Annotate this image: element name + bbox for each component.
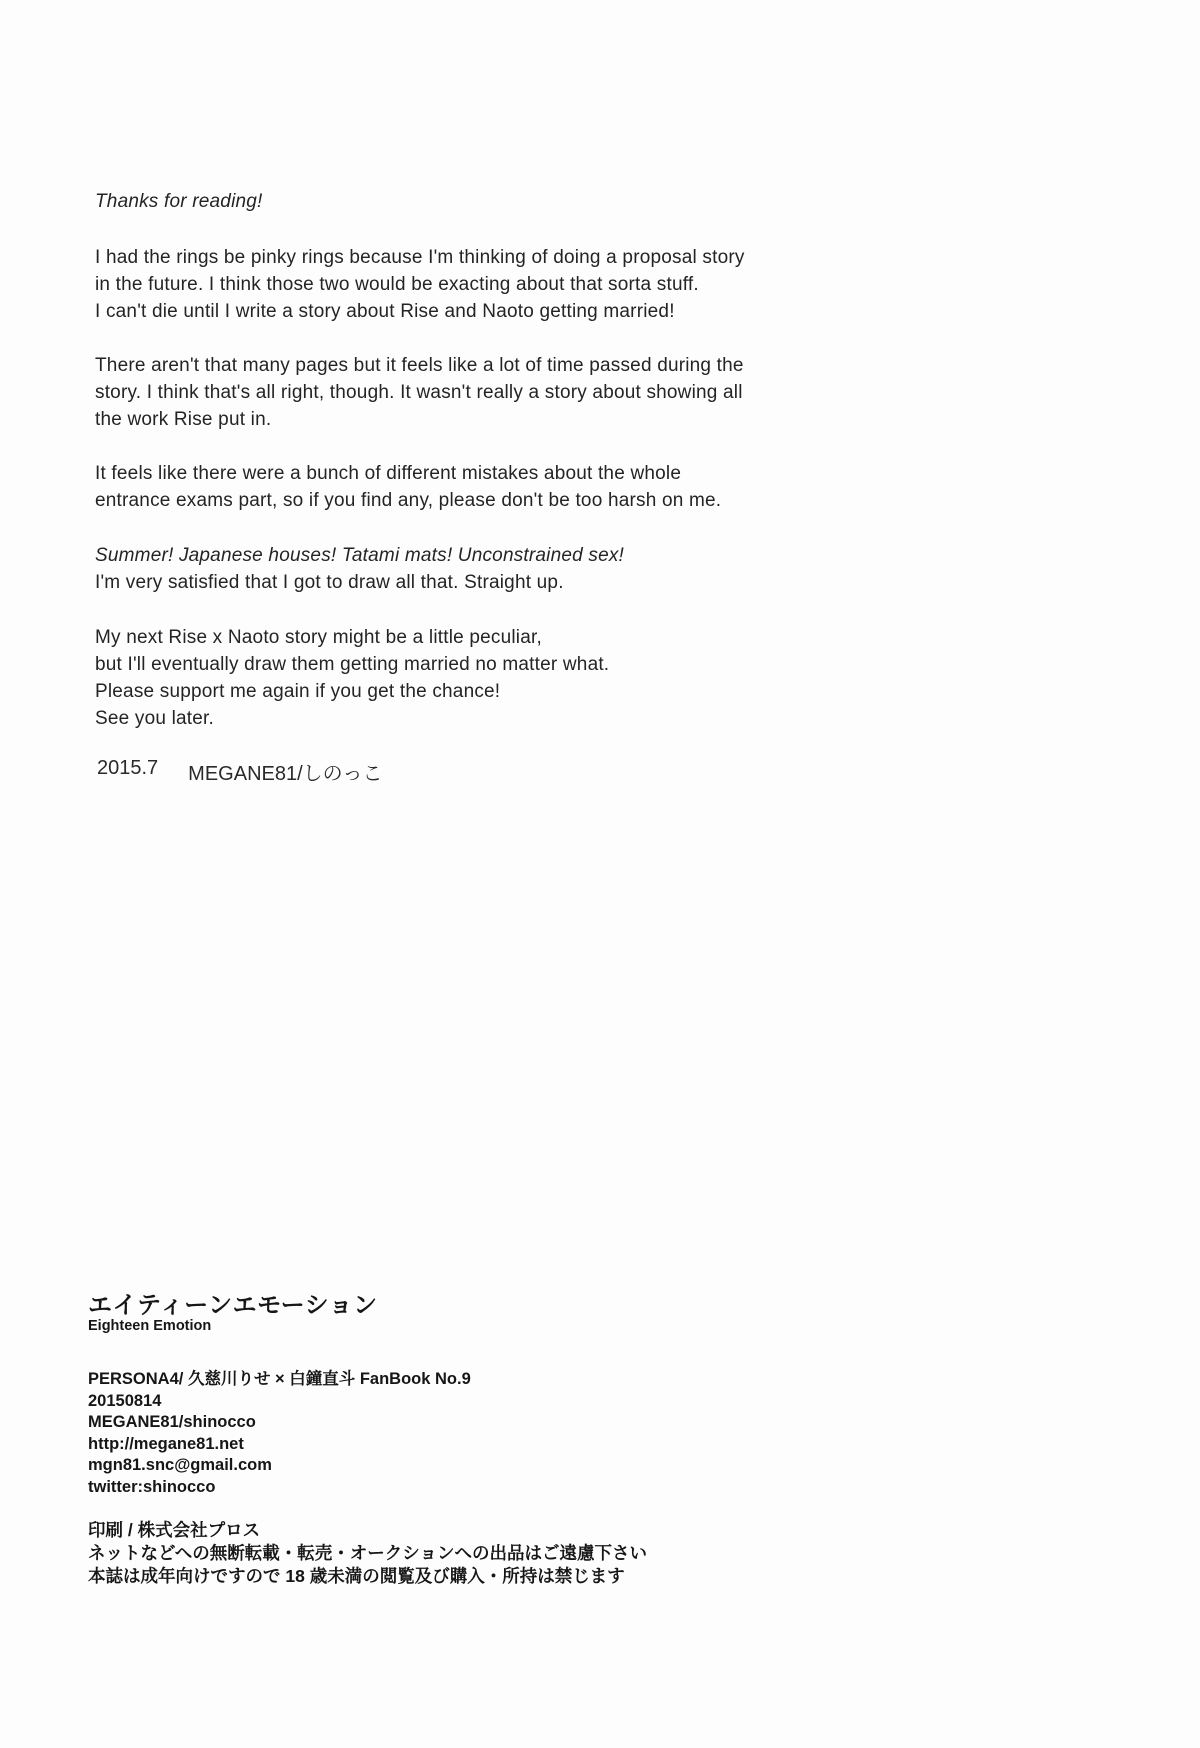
- book-title-english: Eighteen Emotion: [88, 1318, 212, 1334]
- credit-twitter-line: twitter:shinocco: [88, 1477, 216, 1496]
- paragraph-line: See you later.: [95, 708, 214, 729]
- paragraph-page-count: [95, 352, 744, 433]
- paragraph-line: I had the rings be pinky rings because I'm thinking of doing a proposal story: [95, 247, 745, 268]
- paragraph-summer: [95, 542, 624, 596]
- paragraph-line: I'm very satisfied that I got to draw all that. Straight up.: [95, 572, 564, 593]
- paragraph-mistakes: [95, 460, 721, 514]
- signoff-author-name: MEGANE81/しのっこ: [188, 763, 383, 785]
- paragraph-line: but I'll eventually draw them getting married no matter what.: [95, 654, 610, 675]
- paragraph-next-story: [95, 624, 609, 732]
- adult-notice-line: 本誌は成年向けですので 18 歳未満の閲覧及び購入・所持は禁じます: [88, 1566, 625, 1586]
- paragraph-line: story. I think that's all right, though. It wasn't really a story about showing all: [95, 382, 743, 403]
- credit-series-line: PERSONA4/ 久慈川りせ × 白鐘直斗 FanBook No.9: [88, 1370, 471, 1388]
- signoff-date: 2015.7: [97, 757, 159, 779]
- paragraph-line: Please support me again if you get the chance!: [95, 681, 501, 702]
- no-repost-notice-line: ネットなどへの無断転載・転売・オークションへの出品はご遠慮下さい: [88, 1543, 647, 1563]
- author-signoff: [97, 757, 382, 786]
- paragraph-line: My next Rise x Naoto story might be a little peculiar,: [95, 627, 542, 648]
- credit-website-line: http://megane81.net: [88, 1434, 244, 1453]
- printer-line: 印刷 / 株式会社プロス: [88, 1520, 261, 1540]
- credits-block: [88, 1369, 471, 1498]
- paragraph-line-italic: Summer! Japanese houses! Tatami mats! Unconstrained sex!: [95, 545, 625, 566]
- printing-notice-block: [88, 1519, 647, 1588]
- paragraph-line: It feels like there were a bunch of different mistakes about the whole: [95, 463, 682, 484]
- greeting-text: Thanks for reading!: [95, 191, 263, 212]
- paragraph-pinky-rings: [95, 244, 745, 325]
- paragraph-line: in the future. I think those two would be exacting about that sorta stuff.: [95, 274, 699, 295]
- paragraph-line: I can't die until I write a story about Rise and Naoto getting married!: [95, 301, 675, 322]
- paragraph-line: entrance exams part, so if you find any, please don't be too harsh on me.: [95, 490, 722, 511]
- book-title-japanese: エイティーンエモーション: [88, 1292, 378, 1319]
- credit-date-line: 20150814: [88, 1391, 162, 1410]
- credit-email-line: mgn81.snc@gmail.com: [88, 1456, 272, 1474]
- credit-circle-line: MEGANE81/shinocco: [88, 1413, 256, 1431]
- paragraph-line: There aren't that many pages but it feels like a lot of time passed during the: [95, 355, 744, 376]
- paragraph-line: the work Rise put in.: [95, 409, 272, 430]
